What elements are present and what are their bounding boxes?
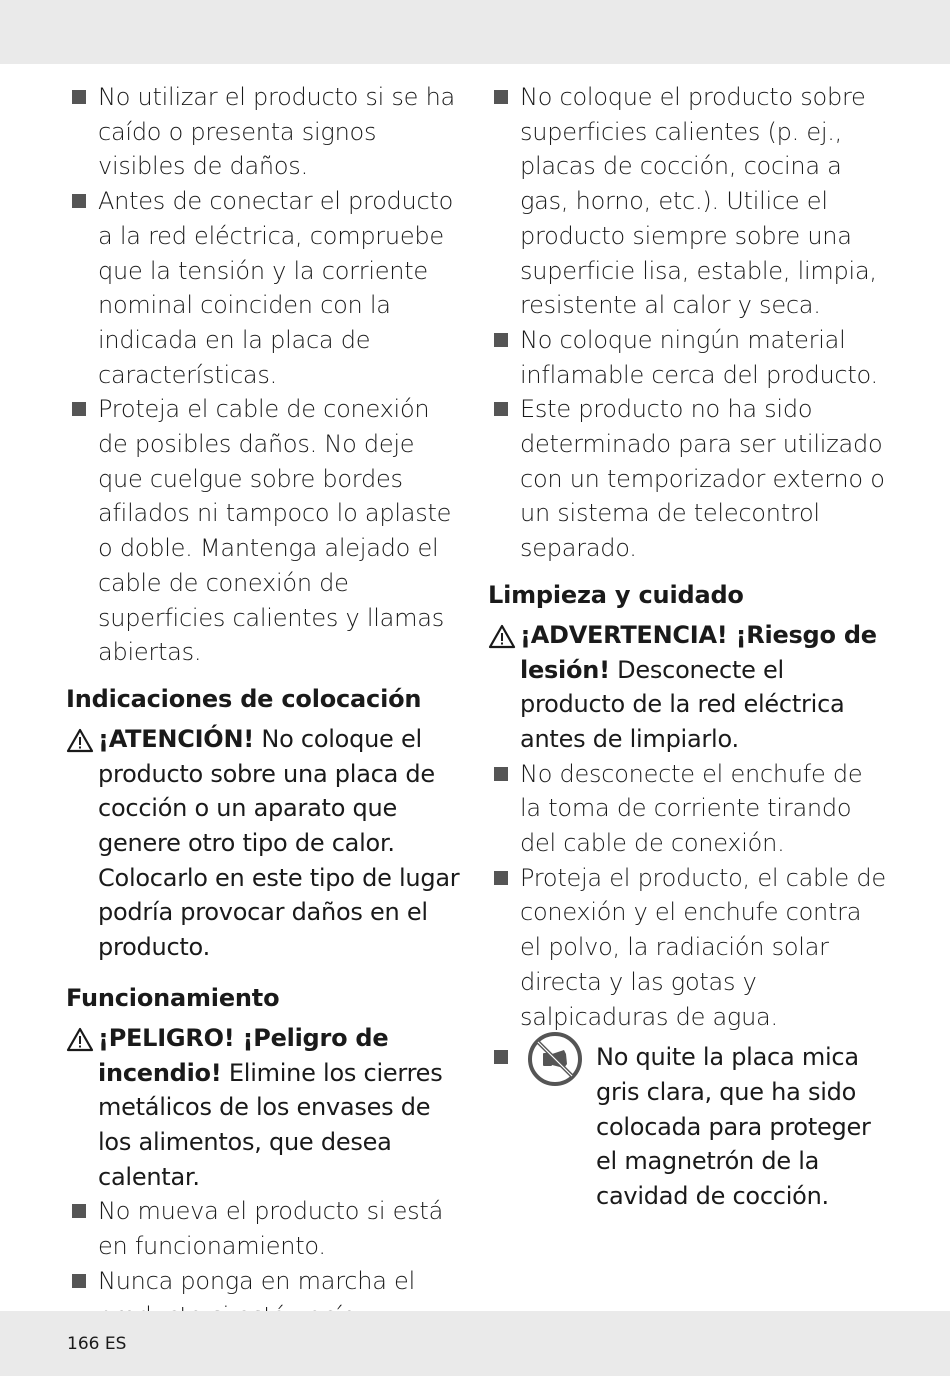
square-bullet-icon [494, 871, 508, 885]
item-text: Nunca ponga en marcha el [98, 1266, 415, 1295]
square-bullet-icon [494, 333, 508, 347]
list-item [488, 80, 888, 323]
square-bullet-icon [494, 1050, 508, 1064]
atencion-warning [66, 722, 466, 965]
list-item [488, 757, 888, 861]
square-bullet-icon [72, 1204, 86, 1218]
section-heading-limpieza: Limpieza y cuidado [488, 580, 744, 609]
list-item [66, 1194, 466, 1263]
warning-text: No coloque el producto sobre una placa de cocción o un aparato que genere otro tipo de calor. Colocarlo en este tipo de lugar podría provocar daños en el producto. [98, 724, 460, 962]
prohibition-icon [526, 1030, 584, 1088]
advertencia-warning [488, 618, 888, 757]
list-item [488, 323, 888, 392]
warning-label: ¡ADVERTENCIA! ¡Riesgo de lesión! [520, 620, 877, 684]
warning-text: Elimine los cierres metálicos de los envases de los alimentos, que desea calentar. [98, 1058, 443, 1191]
square-bullet-icon [72, 194, 86, 208]
item-text: Este producto no ha sido determinado para ser utilizado con un temporizador externo o un sistema de telecontrol separado. [520, 395, 885, 563]
square-bullet-icon [494, 90, 508, 104]
list-item [66, 184, 466, 392]
list-item [488, 392, 888, 566]
header-band [0, 0, 950, 64]
square-bullet-icon [72, 1274, 86, 1288]
item-text: No mueva el producto si está en funcionamiento. [98, 1197, 444, 1261]
list-item [66, 392, 466, 670]
peligro-warning [66, 1021, 466, 1195]
item-text: Proteja el producto, el cable de conexión y el enchufe contra el polvo, la radiación solar directa y las gotas y salpicaduras de agua. [520, 863, 886, 1031]
page-number: 166 ES [67, 1334, 127, 1354]
warning-label: ¡ATENCIÓN! [98, 724, 254, 753]
item-text: Antes de conectar el producto a la red eléctrica, compruebe que la tensión y la corriente nominal coinciden con la indicada en la placa de características. [98, 187, 454, 389]
left-column [66, 80, 466, 1333]
mica-plate-item [488, 1040, 888, 1214]
warning-text: Desconecte el producto de la red eléctrica antes de limpiarlo. [520, 655, 845, 753]
list-item [488, 861, 888, 1035]
right-column [488, 80, 888, 1214]
item-text: No coloque el producto sobre superficies calientes (p. ej., placas de cocción, cocina a gas, horno, etc.). Utilice el producto siempre sobre una superficie lisa, estable, limpia, resistente al calor y seca. [520, 83, 877, 320]
item-text: No desconecte el enchufe de la toma de corriente tirando del cable de conexión. [520, 759, 863, 858]
warning-triangle-icon [66, 728, 94, 753]
square-bullet-icon [72, 90, 86, 104]
item-text: Proteja el cable de conexión de posibles daños. No deje que cuelgue sobre bordes afilados ni tampoco lo aplaste o doble. Mantenga alejado el cable de conexión de superficies calientes y llamas abiertas. [98, 395, 452, 667]
item-text: No coloque ningún material inflamable cerca del producto. [520, 325, 878, 389]
item-text: No utilizar el producto si se ha caído o presenta signos visibles de daños. [98, 83, 455, 181]
warning-triangle-icon [488, 624, 516, 649]
list-item [66, 80, 466, 184]
section-heading-colocacion: Indicaciones de colocación [66, 684, 422, 713]
square-bullet-icon [72, 402, 86, 416]
footer-band [0, 1311, 950, 1376]
warning-triangle-icon [66, 1027, 94, 1052]
warning-label: ¡PELIGRO! ¡Peligro de incendio! [98, 1023, 389, 1087]
square-bullet-icon [494, 767, 508, 781]
square-bullet-icon [494, 402, 508, 416]
section-heading-funcionamiento: Funcionamiento [66, 983, 280, 1012]
item-text: No quite la placa mica gris clara, que ha sido colocada para proteger el magnetrón de la cavidad de cocción. [596, 1043, 871, 1211]
